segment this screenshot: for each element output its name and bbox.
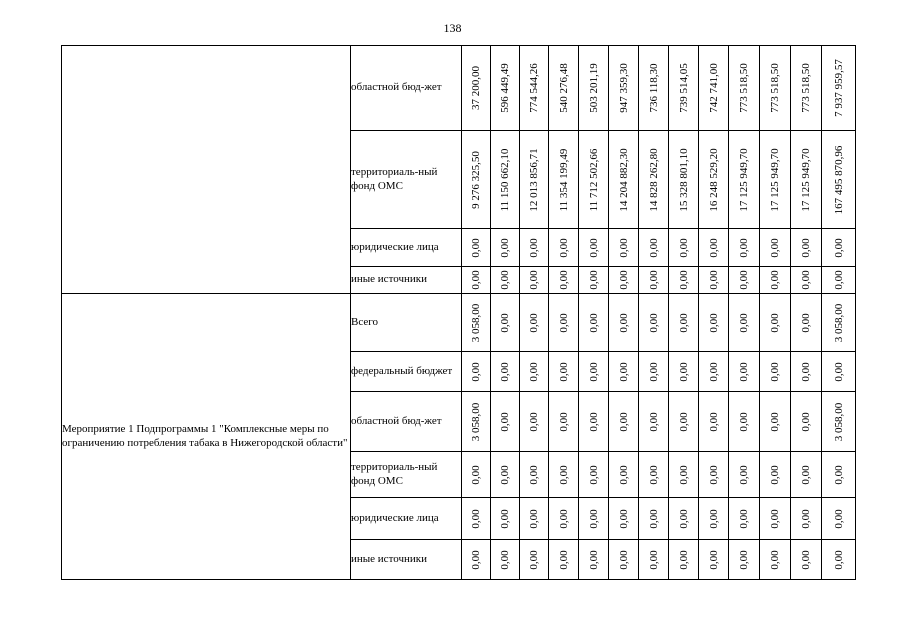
value-text: 0,00 <box>617 411 630 432</box>
value-cell <box>579 498 609 540</box>
value-text: 0,00 <box>707 270 720 290</box>
value-cell <box>699 452 729 498</box>
value-text: 0,00 <box>677 549 690 570</box>
value-text: 0,00 <box>470 361 482 382</box>
value-cell <box>791 540 822 580</box>
value-cell <box>609 229 639 267</box>
value-text: 0,00 <box>769 237 781 258</box>
value-cell <box>462 392 491 452</box>
value-cell <box>791 392 822 452</box>
value-cell <box>609 498 639 540</box>
value-text: 0,00 <box>647 361 660 382</box>
value-text: 0,00 <box>499 508 511 529</box>
value-text: 0,00 <box>557 549 570 570</box>
funding-source-cell: иные источники <box>351 267 462 294</box>
value-cell <box>699 294 729 352</box>
value-text: 0,00 <box>528 361 540 382</box>
value-text: 0,00 <box>738 508 750 529</box>
value-text: 774 544,26 <box>528 63 540 113</box>
value-cell <box>462 267 491 294</box>
value-text: 16 248 529,20 <box>707 147 720 212</box>
value-cell <box>639 498 669 540</box>
value-text: 0,00 <box>832 508 845 529</box>
value-text: 11 150 662,10 <box>499 148 511 211</box>
value-cell <box>760 498 791 540</box>
value-cell <box>669 452 699 498</box>
value-cell <box>822 392 856 452</box>
funding-source-cell: территориаль-ный фонд ОМС <box>351 131 462 229</box>
value-text: 0,00 <box>470 549 482 570</box>
value-cell <box>609 46 639 131</box>
value-cell <box>760 352 791 392</box>
value-text: 0,00 <box>707 312 720 333</box>
value-cell <box>491 540 520 580</box>
value-cell <box>520 294 549 352</box>
value-cell <box>639 352 669 392</box>
value-text: 0,00 <box>738 312 750 333</box>
value-cell <box>609 452 639 498</box>
value-cell <box>549 46 579 131</box>
value-text: 0,00 <box>587 464 600 485</box>
value-text: 0,00 <box>677 508 690 529</box>
value-text: 0,00 <box>617 270 630 290</box>
value-text: 17 125 949,70 <box>769 147 781 212</box>
value-text: 0,00 <box>587 508 600 529</box>
value-cell <box>699 540 729 580</box>
table-row <box>62 46 856 131</box>
value-cell <box>699 131 729 229</box>
value-cell <box>639 267 669 294</box>
value-text: 0,00 <box>647 549 660 570</box>
value-text: 0,00 <box>647 464 660 485</box>
value-cell <box>491 267 520 294</box>
value-text: 0,00 <box>470 464 482 485</box>
value-text: 15 328 801,10 <box>677 147 690 212</box>
funding-source-cell: областной бюд-жет <box>351 392 462 452</box>
value-text: 0,00 <box>617 508 630 529</box>
value-cell <box>520 498 549 540</box>
value-cell <box>520 46 549 131</box>
value-cell <box>791 267 822 294</box>
value-cell <box>822 229 856 267</box>
value-text: 773 518,50 <box>738 63 750 113</box>
value-text: 0,00 <box>499 270 511 290</box>
value-cell <box>791 46 822 131</box>
value-cell <box>791 452 822 498</box>
value-cell <box>579 267 609 294</box>
value-cell <box>520 540 549 580</box>
value-text: 0,00 <box>557 464 570 485</box>
value-cell <box>791 498 822 540</box>
value-cell <box>822 452 856 498</box>
value-text: 11 712 502,66 <box>587 148 600 211</box>
value-cell <box>491 294 520 352</box>
value-cell <box>639 540 669 580</box>
value-cell <box>579 294 609 352</box>
value-cell <box>462 352 491 392</box>
value-cell <box>491 46 520 131</box>
value-text: 0,00 <box>707 464 720 485</box>
value-cell <box>729 452 760 498</box>
value-cell <box>579 352 609 392</box>
value-cell <box>579 540 609 580</box>
value-text: 0,00 <box>800 549 812 570</box>
value-cell <box>639 229 669 267</box>
value-text: 0,00 <box>647 270 660 290</box>
value-text: 14 828 262,80 <box>647 147 660 212</box>
value-text: 0,00 <box>617 312 630 333</box>
value-text: 11 354 199,49 <box>557 148 570 211</box>
value-cell <box>491 229 520 267</box>
funding-source-cell: юридические лица <box>351 229 462 267</box>
value-text: 742 741,00 <box>707 63 720 113</box>
value-text: 0,00 <box>647 508 660 529</box>
value-text: 0,00 <box>557 270 570 290</box>
value-cell <box>729 540 760 580</box>
value-text: 0,00 <box>800 508 812 529</box>
value-text: 0,00 <box>769 411 781 432</box>
value-cell <box>639 452 669 498</box>
value-cell <box>520 352 549 392</box>
value-text: 0,00 <box>557 237 570 258</box>
value-cell <box>760 267 791 294</box>
value-cell <box>549 131 579 229</box>
value-cell <box>669 540 699 580</box>
value-text: 0,00 <box>499 237 511 258</box>
value-cell <box>579 452 609 498</box>
value-cell <box>579 392 609 452</box>
value-cell <box>491 352 520 392</box>
value-cell <box>669 392 699 452</box>
value-cell <box>760 540 791 580</box>
value-cell <box>729 229 760 267</box>
value-cell <box>609 294 639 352</box>
value-cell <box>462 452 491 498</box>
value-text: 0,00 <box>470 508 482 529</box>
value-text: 0,00 <box>587 237 600 258</box>
value-text: 0,00 <box>738 237 750 258</box>
value-cell <box>791 229 822 267</box>
value-text: 0,00 <box>800 361 812 382</box>
value-text: 0,00 <box>647 312 660 333</box>
value-text: 0,00 <box>677 312 690 333</box>
value-text: 0,00 <box>499 361 511 382</box>
value-text: 9 276 325,50 <box>470 150 482 209</box>
value-cell <box>669 294 699 352</box>
value-text: 0,00 <box>707 237 720 258</box>
value-cell <box>729 392 760 452</box>
value-cell <box>549 352 579 392</box>
value-text: 0,00 <box>587 411 600 432</box>
value-cell <box>729 498 760 540</box>
value-cell <box>579 229 609 267</box>
value-text: 773 518,50 <box>800 63 812 113</box>
value-text: 0,00 <box>707 411 720 432</box>
value-text: 0,00 <box>677 361 690 382</box>
funding-source-cell: федеральный бюджет <box>351 352 462 392</box>
value-text: 12 013 856,71 <box>528 147 540 212</box>
value-text: 739 514,05 <box>677 63 690 113</box>
value-cell <box>699 352 729 392</box>
value-cell <box>491 452 520 498</box>
value-text: 0,00 <box>800 237 812 258</box>
value-text: 0,00 <box>617 237 630 258</box>
value-text: 0,00 <box>677 237 690 258</box>
value-cell <box>822 294 856 352</box>
value-text: 0,00 <box>769 464 781 485</box>
value-cell <box>699 498 729 540</box>
value-cell <box>549 452 579 498</box>
value-text: 0,00 <box>499 411 511 432</box>
value-text: 0,00 <box>499 312 511 333</box>
value-cell <box>699 392 729 452</box>
value-cell <box>729 131 760 229</box>
value-cell <box>699 229 729 267</box>
value-text: 0,00 <box>528 411 540 432</box>
value-text: 0,00 <box>677 464 690 485</box>
value-text: 3 058,00 <box>470 303 482 342</box>
value-text: 17 125 949,70 <box>800 147 812 212</box>
value-text: 0,00 <box>528 464 540 485</box>
value-text: 37 200,00 <box>470 66 482 110</box>
value-cell <box>729 294 760 352</box>
value-text: 0,00 <box>832 270 845 290</box>
value-cell <box>609 540 639 580</box>
value-text: 0,00 <box>528 312 540 333</box>
table-row <box>62 294 856 352</box>
funding-source-cell: иные источники <box>351 540 462 580</box>
value-cell <box>729 352 760 392</box>
value-text: 0,00 <box>677 270 690 290</box>
value-cell <box>520 452 549 498</box>
value-text: 0,00 <box>557 361 570 382</box>
value-cell <box>549 392 579 452</box>
value-text: 0,00 <box>557 508 570 529</box>
value-text: 0,00 <box>707 508 720 529</box>
value-text: 0,00 <box>587 361 600 382</box>
value-cell <box>760 229 791 267</box>
value-cell <box>822 267 856 294</box>
value-text: 0,00 <box>738 549 750 570</box>
value-text: 0,00 <box>617 361 630 382</box>
value-cell <box>609 392 639 452</box>
value-text: 0,00 <box>769 361 781 382</box>
budget-table <box>61 45 856 580</box>
value-text: 0,00 <box>528 508 540 529</box>
value-text: 14 204 882,30 <box>617 147 630 212</box>
value-cell <box>639 392 669 452</box>
value-cell <box>760 452 791 498</box>
activity-cell: Мероприятие 1 Подпрограммы 1 "Комплексные меры по ограничению потребления табака в Нижегородской области" <box>62 294 351 580</box>
value-cell <box>549 267 579 294</box>
value-cell <box>609 131 639 229</box>
value-cell <box>549 229 579 267</box>
funding-source-cell: юридические лица <box>351 498 462 540</box>
value-text: 0,00 <box>738 411 750 432</box>
value-text: 0,00 <box>707 549 720 570</box>
value-cell <box>729 267 760 294</box>
value-text: 0,00 <box>800 270 812 290</box>
value-text: 0,00 <box>557 411 570 432</box>
value-text: 0,00 <box>617 464 630 485</box>
value-cell <box>462 229 491 267</box>
value-text: 773 518,50 <box>769 63 781 113</box>
value-cell <box>791 294 822 352</box>
value-text: 0,00 <box>800 411 812 432</box>
value-cell <box>491 498 520 540</box>
value-cell <box>491 392 520 452</box>
value-text: 0,00 <box>528 237 540 258</box>
value-cell <box>520 267 549 294</box>
value-cell <box>462 131 491 229</box>
value-text: 0,00 <box>769 508 781 529</box>
value-cell <box>462 294 491 352</box>
value-text: 0,00 <box>617 549 630 570</box>
value-text: 0,00 <box>738 361 750 382</box>
funding-source-cell: Всего <box>351 294 462 352</box>
value-text: 0,00 <box>832 237 845 258</box>
value-cell <box>791 352 822 392</box>
value-text: 596 449,49 <box>499 63 511 113</box>
value-cell <box>699 267 729 294</box>
value-cell <box>729 46 760 131</box>
value-cell <box>462 540 491 580</box>
value-cell <box>822 46 856 131</box>
value-text: 0,00 <box>769 270 781 290</box>
value-cell <box>699 46 729 131</box>
value-cell <box>669 352 699 392</box>
value-text: 0,00 <box>647 411 660 432</box>
value-text: 0,00 <box>587 549 600 570</box>
value-cell <box>549 294 579 352</box>
value-cell <box>520 392 549 452</box>
value-cell <box>669 46 699 131</box>
value-text: 503 201,19 <box>587 63 600 113</box>
value-cell <box>520 229 549 267</box>
value-cell <box>669 498 699 540</box>
value-text: 947 359,30 <box>617 63 630 113</box>
value-text: 0,00 <box>738 270 750 290</box>
value-text: 736 118,30 <box>647 63 660 113</box>
value-cell <box>760 131 791 229</box>
value-text: 0,00 <box>832 464 845 485</box>
value-cell <box>520 131 549 229</box>
value-cell <box>822 498 856 540</box>
value-cell <box>491 131 520 229</box>
value-cell <box>549 540 579 580</box>
value-cell <box>822 352 856 392</box>
value-text: 540 276,48 <box>557 63 570 113</box>
value-text: 7 937 959,57 <box>832 59 845 117</box>
value-text: 0,00 <box>528 270 540 290</box>
value-text: 167 495 870,96 <box>832 145 845 214</box>
value-text: 0,00 <box>470 237 482 258</box>
value-cell <box>579 131 609 229</box>
value-text: 3 058,00 <box>832 303 845 342</box>
value-cell <box>760 392 791 452</box>
value-cell <box>462 46 491 131</box>
value-cell <box>609 267 639 294</box>
value-text: 0,00 <box>832 549 845 570</box>
value-cell <box>549 498 579 540</box>
value-text: 0,00 <box>677 411 690 432</box>
funding-source-cell: территориаль-ный фонд ОМС <box>351 452 462 498</box>
value-text: 0,00 <box>738 464 750 485</box>
value-cell <box>822 540 856 580</box>
value-text: 0,00 <box>587 312 600 333</box>
value-text: 0,00 <box>499 549 511 570</box>
page-number: 138 <box>443 21 462 35</box>
value-text: 3 058,00 <box>470 402 482 441</box>
value-text: 0,00 <box>528 549 540 570</box>
value-text: 0,00 <box>499 464 511 485</box>
activity-cell <box>62 46 351 294</box>
value-cell <box>791 131 822 229</box>
value-text: 0,00 <box>557 312 570 333</box>
value-text: 0,00 <box>800 312 812 333</box>
value-text: 0,00 <box>832 361 845 382</box>
value-cell <box>639 131 669 229</box>
value-text: 0,00 <box>587 270 600 290</box>
value-cell <box>669 267 699 294</box>
value-text: 0,00 <box>470 270 482 290</box>
funding-source-cell: областной бюд-жет <box>351 46 462 131</box>
value-text: 0,00 <box>769 312 781 333</box>
value-text: 0,00 <box>647 237 660 258</box>
value-text: 0,00 <box>707 361 720 382</box>
value-cell <box>579 46 609 131</box>
value-cell <box>462 498 491 540</box>
value-cell <box>760 46 791 131</box>
value-text: 17 125 949,70 <box>738 147 750 212</box>
value-cell <box>669 229 699 267</box>
value-cell <box>639 46 669 131</box>
value-cell <box>669 131 699 229</box>
value-cell <box>760 294 791 352</box>
value-cell <box>609 352 639 392</box>
value-text: 0,00 <box>800 464 812 485</box>
value-text: 3 058,00 <box>832 402 845 441</box>
value-text: 0,00 <box>769 549 781 570</box>
value-cell <box>639 294 669 352</box>
value-cell <box>822 131 856 229</box>
